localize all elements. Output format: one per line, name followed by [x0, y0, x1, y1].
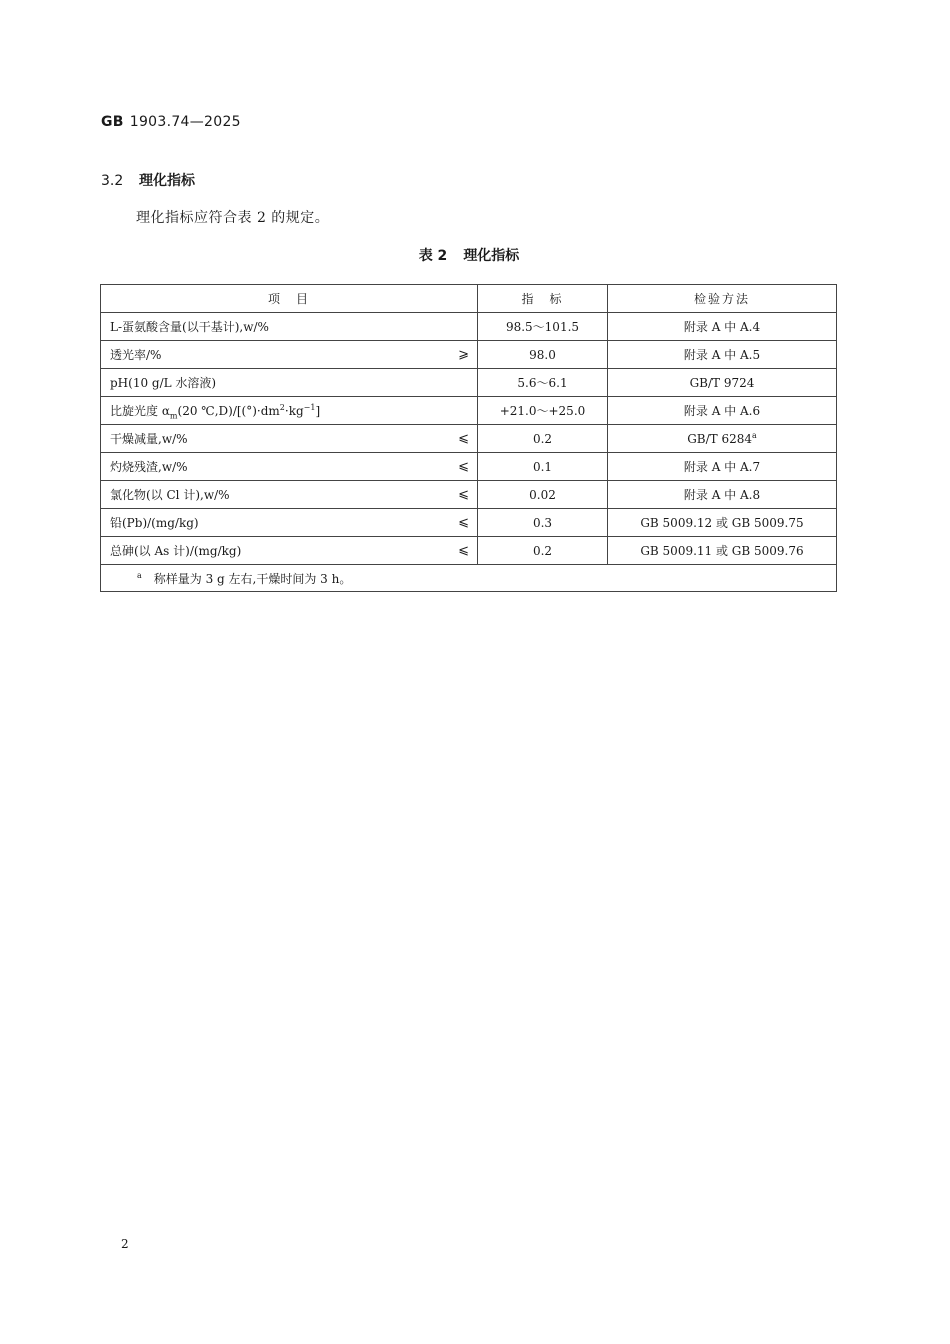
row-item: 干燥减量,w/%: [110, 432, 188, 446]
row-value: 0.2: [478, 537, 608, 565]
row-item: L-蛋氨酸含量(以干基计),w/%: [110, 320, 269, 334]
standard-prefix: GB: [101, 114, 124, 130]
footnote-text: 称样量为 3 g 左右,干燥时间为 3 h。: [153, 571, 352, 586]
table-footnote: [101, 565, 837, 592]
row-method: 附录 A 中 A.5: [608, 341, 837, 369]
table-row: [101, 313, 837, 341]
page-number: 2: [121, 1237, 129, 1251]
row-item: pH(10 g/L 水溶液): [110, 376, 217, 390]
header-item: 项 目: [101, 285, 478, 313]
table-row: [101, 425, 837, 453]
row-method: GB/T 6284$^a$: [608, 425, 837, 453]
row-method: 附录 A 中 A.7: [608, 453, 837, 481]
table-row: [101, 481, 837, 509]
row-value: 0.1: [478, 453, 608, 481]
header-method: 检验方法: [608, 285, 837, 313]
row-item: 比旋光度 $\alpha_m(20$ $℃,D)/[(^\circ)\cdot dm^2\cdot kg^{-1}]$: [110, 403, 321, 421]
header-index: 指 标: [478, 285, 608, 313]
row-item: 总砷(以 As 计)/(mg/kg): [110, 544, 242, 558]
row-value: 98.0: [478, 341, 608, 369]
table-footnote-row: [101, 565, 837, 592]
section-heading: [101, 170, 195, 190]
row-symbol: ⩽: [458, 515, 469, 530]
row-value: 98.5～101.5: [478, 313, 608, 341]
row-item: 氯化物(以 Cl 计),w/%: [110, 488, 230, 502]
table-row: [101, 453, 837, 481]
row-symbol: ⩽: [458, 543, 469, 558]
footnote-ref: a: [752, 430, 757, 440]
standard-number: 1903.74—2025: [129, 114, 241, 130]
row-symbol: ⩽: [458, 459, 469, 474]
table-header-row: [101, 285, 837, 313]
footnote-mark: a: [137, 570, 142, 580]
table-row: [101, 397, 837, 425]
row-value: 0.02: [478, 481, 608, 509]
row-item: 铅(Pb)/(mg/kg): [110, 516, 199, 530]
section-number: 3.2: [101, 173, 124, 189]
table-caption: [0, 245, 938, 265]
table-row: [101, 537, 837, 565]
row-method: GB 5009.12 或 GB 5009.75: [608, 509, 837, 537]
row-method: 附录 A 中 A.6: [608, 397, 837, 425]
table-row: [101, 369, 837, 397]
row-method: GB 5009.11 或 GB 5009.76: [608, 537, 837, 565]
table-caption-title: 理化指标: [463, 248, 520, 264]
row-item: 透光率/%: [110, 348, 162, 362]
row-method: GB/T 9724: [608, 369, 837, 397]
table-row: [101, 341, 837, 369]
row-value: 0.3: [478, 509, 608, 537]
table-row: [101, 509, 837, 537]
row-item: 灼烧残渣,w/%: [110, 460, 188, 474]
row-value: +21.0～+25.0: [478, 397, 608, 425]
row-symbol: ⩽: [458, 431, 469, 446]
standard-code: [101, 114, 241, 130]
section-title: 理化指标: [139, 173, 195, 189]
row-method: 附录 A 中 A.8: [608, 481, 837, 509]
table-caption-label: 表 2: [418, 248, 448, 264]
row-symbol: ⩾: [458, 347, 469, 362]
row-value: 5.6～6.1: [478, 369, 608, 397]
row-method: 附录 A 中 A.4: [608, 313, 837, 341]
row-symbol: ⩽: [458, 487, 469, 502]
row-value: 0.2: [478, 425, 608, 453]
physicochemical-table: [100, 284, 837, 592]
paragraph: 理化指标应符合表 2 的规定。: [136, 210, 330, 226]
